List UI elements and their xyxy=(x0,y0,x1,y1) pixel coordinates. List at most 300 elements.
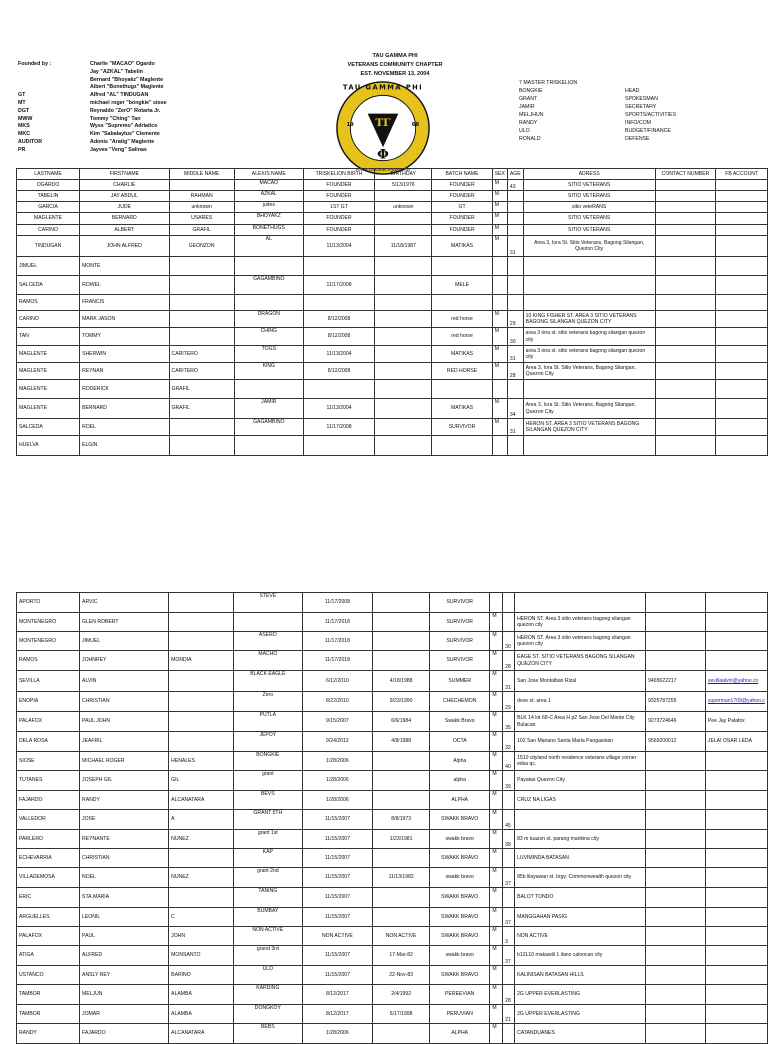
master-triskelion-list xyxy=(519,79,719,143)
cell-alexis: MACAO xyxy=(234,180,303,191)
founder-row xyxy=(18,131,228,139)
table-row xyxy=(17,888,768,908)
cell-alexis: MACHO xyxy=(233,651,302,671)
cell-batch: SWAKK BRAVO xyxy=(430,908,490,927)
cell-contact xyxy=(655,419,716,436)
cell-addr: NON ACTIVE xyxy=(515,927,646,946)
cell-first: JOHN ALFRED xyxy=(80,236,169,257)
cell-addr: SITIO VETERANS xyxy=(523,180,655,191)
cell-bday xyxy=(373,593,430,613)
cell-bday xyxy=(373,908,430,927)
founder-name: Kim "Sabalaytus" Clemente xyxy=(90,131,160,138)
table-row xyxy=(17,236,768,257)
founder-row xyxy=(18,147,228,155)
founder-row xyxy=(18,108,228,116)
cell-last: USTANCO xyxy=(17,966,80,985)
cell-birth: 9/15/2007 xyxy=(302,712,372,732)
cell-bday xyxy=(373,771,430,791)
cell-contact xyxy=(646,966,706,985)
cell-batch: SUMMER xyxy=(430,671,490,692)
cell-fb xyxy=(716,276,768,295)
cell-first: MONTE xyxy=(80,257,169,276)
cell-alexis: BONGKIE xyxy=(233,752,302,771)
cell-batch: Alpha xyxy=(430,752,490,771)
cell-contact xyxy=(646,593,706,613)
cell-alexis: TANING xyxy=(233,888,302,908)
cell-age xyxy=(503,849,515,868)
cell-bday xyxy=(375,191,432,202)
cell-age: 34 xyxy=(507,399,523,419)
cell-age xyxy=(503,1024,515,1044)
cell-addr: area 3 iora st. sitio veterans bagong silangan quezon city xyxy=(523,328,655,346)
cell-first: JOSEPH GIL xyxy=(80,771,169,791)
cell-alexis: BONETHUGS xyxy=(234,225,303,236)
cell-last: ENOPIA xyxy=(17,692,80,712)
founder-row xyxy=(18,116,228,124)
cell-sex xyxy=(492,257,507,276)
table-row xyxy=(17,1005,768,1024)
officer-position: SPOKESMAN xyxy=(625,96,658,102)
cell-birth: 11/15/2007 xyxy=(302,810,372,830)
cell-batch: SWAKK BRAVO xyxy=(430,927,490,946)
officer-row xyxy=(519,135,719,143)
cell-last: SEVILLA xyxy=(17,671,80,692)
cell-batch: FOUNDER xyxy=(432,225,492,236)
cell-fb xyxy=(716,380,768,399)
cell-middle xyxy=(169,732,234,752)
cell-first: ELGIN xyxy=(80,436,169,456)
table-row xyxy=(17,651,768,671)
cell-last: CARINO xyxy=(17,311,80,328)
cell-middle xyxy=(169,419,234,436)
cell-first: JAY ABDUL xyxy=(80,191,169,202)
cell-age: 3 xyxy=(503,927,515,946)
cell-middle: GRAFIL xyxy=(169,225,234,236)
officer-name: JAMIR xyxy=(519,104,535,110)
cell-last: CARINO xyxy=(17,225,80,236)
cell-batch: FOUNDER xyxy=(432,213,492,225)
cell-sex: M xyxy=(492,202,507,213)
column-header: MIDDLE NAME xyxy=(169,169,234,180)
cell-bday xyxy=(375,276,432,295)
cell-fb xyxy=(716,202,768,213)
cell-addr: Area 3, Iora St. Sitio Veterans, Bagong Silangan, Quezon City xyxy=(523,399,655,419)
cell-contact xyxy=(655,328,716,346)
cell-sex: M xyxy=(490,966,503,985)
cell-contact xyxy=(655,213,716,225)
cell-addr: Payatas Quezon City xyxy=(515,771,646,791)
cell-fb xyxy=(705,771,767,791)
cell-batch: ALPHA xyxy=(430,791,490,810)
cell-sex: M xyxy=(490,732,503,752)
column-header: AGE xyxy=(507,169,523,180)
officer-name: ULO xyxy=(519,128,530,134)
cell-age: 28 xyxy=(507,363,523,380)
cell-last: MAGLENTE xyxy=(17,399,80,419)
cell-addr: CRUZ NA LIGAS xyxy=(515,791,646,810)
cell-bday xyxy=(373,849,430,868)
cell-fb xyxy=(705,849,767,868)
cell-alexis: STEVE xyxy=(233,593,302,613)
cell-batch: PEREEVIAN xyxy=(430,985,490,1005)
cell-middle: MONDIA xyxy=(169,651,234,671)
cell-alexis: BLACK EAGLE xyxy=(233,671,302,692)
cell-fb xyxy=(705,868,767,888)
cell-sex: M xyxy=(490,1024,503,1044)
cell-birth: 11/15/2007 xyxy=(302,830,372,849)
cell-bday: 11/18/1987 xyxy=(375,236,432,257)
cell-age: 30 xyxy=(503,632,515,651)
cell-fb xyxy=(705,791,767,810)
cell-alexis: TOGS xyxy=(234,346,303,363)
cell-middle: ALAMBA xyxy=(169,1005,234,1024)
cell-bday xyxy=(375,419,432,436)
cell-middle: GIL xyxy=(169,771,234,791)
cell-age: 37 xyxy=(503,868,515,888)
cell-age xyxy=(507,276,523,295)
cell-birth: 11/17/2018 xyxy=(302,632,372,651)
cell-addr: dove st. area 1 xyxy=(515,692,646,712)
cell-middle: ALCANATARA xyxy=(169,1024,234,1044)
cell-alexis: KING xyxy=(234,363,303,380)
cell-bday xyxy=(375,436,432,456)
cell-birth: 11/13/2004 xyxy=(303,236,374,257)
cell-fb xyxy=(705,1005,767,1024)
cell-birth: 11/17/2008 xyxy=(302,593,372,613)
cell-fb xyxy=(716,295,768,311)
cell-first: ALFRED xyxy=(80,946,169,966)
table-row xyxy=(17,927,768,946)
founder-name: Wyss "Supremo" Adriatico xyxy=(90,123,158,130)
cell-last: TAMBOR xyxy=(17,1005,80,1024)
cell-bday: 6/17/1998 xyxy=(373,1005,430,1024)
cell-birth: 11/15/2007 xyxy=(302,908,372,927)
cell-middle: NUNEZ xyxy=(169,830,234,849)
cell-sex: M xyxy=(492,328,507,346)
table-row xyxy=(17,311,768,328)
cell-middle: USARES xyxy=(169,213,234,225)
cell-addr: 2G UPPER EVERLASTING xyxy=(515,1005,646,1024)
cell-first: ANSLY REY xyxy=(80,966,169,985)
cell-batch: SURVIVOR xyxy=(430,613,490,632)
cell-birth: 11/17/2008 xyxy=(303,276,374,295)
cell-bday: unknown xyxy=(375,202,432,213)
cell-first: ALBERT xyxy=(80,225,169,236)
cell-middle: ALCANATARA xyxy=(169,791,234,810)
table-row xyxy=(17,732,768,752)
cell-fb xyxy=(716,225,768,236)
table-row xyxy=(17,191,768,202)
fraternity-seal-logo xyxy=(335,80,431,176)
cell-fb xyxy=(705,613,767,632)
cell-alexis: CHING xyxy=(234,328,303,346)
cell-last: MAGLENTE xyxy=(17,213,80,225)
cell-contact xyxy=(646,946,706,966)
cell-addr: HERON ST. Area 3 sitio veterans bagong silangan quezon city xyxy=(515,613,646,632)
cell-age: 45 xyxy=(503,810,515,830)
cell-alexis: grand 3rd xyxy=(233,946,302,966)
cell-sex xyxy=(492,276,507,295)
cell-last: VALLEDOR xyxy=(17,810,80,830)
cell-addr: 1510 cityland north residence veterans village corner edsa qc. xyxy=(515,752,646,771)
cell-bday xyxy=(375,225,432,236)
cell-contact xyxy=(646,1024,706,1044)
cell-birth: NON ACTIVE xyxy=(302,927,372,946)
officer-row xyxy=(519,95,719,103)
table-row xyxy=(17,436,768,456)
cell-last: TUTANES xyxy=(17,771,80,791)
cell-middle xyxy=(169,692,234,712)
cell-fb[interactable]: superman1709@yahoo.c xyxy=(705,692,767,712)
founder-role xyxy=(18,84,90,92)
cell-sex: M xyxy=(492,419,507,436)
cell-first: JOHNREY xyxy=(80,651,169,671)
column-header: SEX xyxy=(492,169,507,180)
table-row xyxy=(17,908,768,927)
cell-middle xyxy=(169,295,234,311)
cell-bday xyxy=(375,295,432,311)
cell-first: MICHAEL ROGER xyxy=(80,752,169,771)
cell-last: PALAFOX xyxy=(17,927,80,946)
cell-last: HUELVA xyxy=(17,436,80,456)
cell-first: FRANCIS xyxy=(80,295,169,311)
cell-batch: SWAKK BRAVO xyxy=(430,888,490,908)
cell-batch: PERUVIAN xyxy=(430,1005,490,1024)
cell-bday xyxy=(375,311,432,328)
founder-role: MT xyxy=(18,99,26,106)
founder-row xyxy=(18,77,228,85)
cell-bday: 11/13/1982 xyxy=(373,868,430,888)
table-row xyxy=(17,1024,768,1044)
cell-age xyxy=(507,202,523,213)
cell-first: PAUL xyxy=(80,927,169,946)
cell-alexis: GRANT 5TH xyxy=(233,810,302,830)
table-row xyxy=(17,202,768,213)
cell-bday xyxy=(373,613,430,632)
cell-middle: GEONZON xyxy=(169,236,234,257)
cell-age: 31 xyxy=(507,419,523,436)
cell-sex: M xyxy=(490,985,503,1005)
cell-contact xyxy=(646,1005,706,1024)
cell-bday xyxy=(375,363,432,380)
cell-last: SIOSE xyxy=(17,752,80,771)
cell-batch: red horse xyxy=(432,311,492,328)
cell-bday xyxy=(373,888,430,908)
cell-last: ATIGA xyxy=(17,946,80,966)
cell-age: 21 xyxy=(503,1005,515,1024)
cell-fb xyxy=(705,1024,767,1044)
cell-sex: M xyxy=(490,671,503,692)
cell-sex: M xyxy=(490,791,503,810)
cell-fb[interactable]: sevillaalvin@yahoo.co xyxy=(705,671,767,692)
cell-addr: San Jose Montalban Rizal xyxy=(515,671,646,692)
svg-text:TAU GAMMA PHI: TAU GAMMA PHI xyxy=(342,83,424,92)
cell-contact xyxy=(646,868,706,888)
cell-addr: 85b lilayawan st. brgy. Commonwealth quezon city xyxy=(515,868,646,888)
cell-age: 31 xyxy=(503,671,515,692)
cell-addr: 102 San Mariano Santa Maria Pangasinan xyxy=(515,732,646,752)
cell-contact xyxy=(655,311,716,328)
cell-contact xyxy=(646,888,706,908)
founder-row xyxy=(18,123,228,131)
cell-middle xyxy=(169,328,234,346)
cell-addr xyxy=(523,380,655,399)
cell-birth xyxy=(303,436,374,456)
cell-last: RAMOS xyxy=(17,295,80,311)
cell-bday xyxy=(373,651,430,671)
cell-first: BERNARD xyxy=(80,213,169,225)
table-row xyxy=(17,946,768,966)
cell-first: SHERWIN xyxy=(80,346,169,363)
cell-age: 43 xyxy=(507,180,523,191)
officer-row xyxy=(519,87,719,95)
cell-last: VILLADEMOSA xyxy=(17,868,80,888)
cell-alexis xyxy=(234,257,303,276)
founder-name: Adonis "Aratig" Maglente xyxy=(90,138,155,145)
cell-fb xyxy=(705,888,767,908)
cell-last: MAGLENTE xyxy=(17,346,80,363)
cell-bday xyxy=(375,213,432,225)
founder-role xyxy=(18,77,90,85)
established-date: EST. NOVEMBER 13, 2004 xyxy=(360,71,430,77)
cell-contact xyxy=(655,180,716,191)
cell-batch xyxy=(432,295,492,311)
cell-sex: M xyxy=(490,868,503,888)
founder-role: MWW xyxy=(18,115,33,122)
column-header: BATCH NAME xyxy=(432,169,492,180)
founder-name: Bernard "Bhoyakz" Maglente xyxy=(90,76,164,83)
cell-batch: SURVIVOR xyxy=(430,593,490,613)
cell-fb xyxy=(716,436,768,456)
cell-alexis: BUMBAY xyxy=(233,908,302,927)
cell-sex: M xyxy=(490,613,503,632)
cell-fb xyxy=(716,419,768,436)
cell-middle xyxy=(169,436,234,456)
cell-batch: alpha xyxy=(430,771,490,791)
cell-sex xyxy=(492,380,507,399)
cell-age xyxy=(507,213,523,225)
table-row xyxy=(17,692,768,712)
cell-batch: ALPHA xyxy=(430,1024,490,1044)
officer-row xyxy=(519,103,719,111)
cell-batch: SURVIVOR xyxy=(432,419,492,436)
cell-addr: sitio veteRANS xyxy=(523,202,655,213)
cell-addr xyxy=(515,810,646,830)
cell-batch: RED HORSE xyxy=(432,363,492,380)
cell-contact xyxy=(655,380,716,399)
cell-age: 39 xyxy=(503,771,515,791)
table-row xyxy=(17,771,768,791)
cell-addr: 83 m tuazon st. parang marikina city xyxy=(515,830,646,849)
cell-birth xyxy=(303,257,374,276)
cell-contact xyxy=(655,346,716,363)
cell-contact: 9325787255 xyxy=(646,692,706,712)
cell-birth xyxy=(303,380,374,399)
cell-age: 29 xyxy=(507,311,523,328)
cell-alexis: grant 1st xyxy=(233,830,302,849)
officer-position: HEAD xyxy=(625,88,640,94)
cell-contact xyxy=(646,752,706,771)
cell-addr xyxy=(523,257,655,276)
table-row xyxy=(17,712,768,732)
cell-middle xyxy=(169,613,234,632)
cell-sex: M xyxy=(490,771,503,791)
cell-bday xyxy=(373,752,430,771)
cell-birth: 8/12/2017 xyxy=(302,985,372,1005)
cell-middle: A xyxy=(169,810,234,830)
cell-sex: M xyxy=(490,888,503,908)
cell-last: MAGLENTE xyxy=(17,380,80,399)
table-row xyxy=(17,868,768,888)
cell-first: ROWEL xyxy=(80,276,169,295)
cell-first: NOEL xyxy=(80,868,169,888)
cell-alexis: KARDING xyxy=(233,985,302,1005)
cell-addr: HERON ST. Area 3 sitio veterans bagong silangan quezon city xyxy=(515,632,646,651)
cell-bday: 22-Nov-83 xyxy=(373,966,430,985)
cell-last: ECHEVARRIA xyxy=(17,849,80,868)
column-header: FB ACCOUNT xyxy=(716,169,768,180)
cell-last: RANDY xyxy=(17,1024,80,1044)
cell-contact xyxy=(655,363,716,380)
cell-age xyxy=(507,436,523,456)
cell-first: ROEL xyxy=(80,419,169,436)
cell-birth: 11/17/2018 xyxy=(302,613,372,632)
cell-last: DELA ROSA xyxy=(17,732,80,752)
cell-bday: 6/6/1984 xyxy=(373,712,430,732)
column-header: TRISKELION BIRTH xyxy=(303,169,374,180)
cell-birth: 6/12/2010 xyxy=(302,671,372,692)
cell-last: SALCEDA xyxy=(17,419,80,436)
cell-birth: 1/28/2006 xyxy=(302,1024,372,1044)
cell-last: PARLERO xyxy=(17,830,80,849)
column-header: LASTNAME xyxy=(17,169,80,180)
cell-first: JOSE xyxy=(80,810,169,830)
cell-batch: red horse xyxy=(432,328,492,346)
cell-sex: M xyxy=(492,346,507,363)
cell-alexis xyxy=(234,380,303,399)
founder-name: michael roger "bongkie" siose xyxy=(90,99,167,106)
org-name: TAU GAMMA PHI xyxy=(372,53,418,59)
cell-age: 32 xyxy=(503,732,515,752)
cell-middle: NUNEZ xyxy=(169,868,234,888)
founder-role: DGT xyxy=(18,107,30,114)
cell-addr: SITIO VETERANS xyxy=(523,191,655,202)
cell-first: ARVIC xyxy=(80,593,169,613)
cell-sex xyxy=(490,593,503,613)
officer-row xyxy=(519,111,719,119)
cell-addr: LUVIMINDA BATASAN xyxy=(515,849,646,868)
cell-birth: 1/28/2006 xyxy=(302,752,372,771)
cell-alexis: DRAGON xyxy=(234,311,303,328)
cell-age: 40 xyxy=(503,752,515,771)
cell-alexis xyxy=(233,613,302,632)
cell-alexis: Zero xyxy=(233,692,302,712)
founder-name: Jay "AZKAL" Tabelin xyxy=(90,68,143,75)
founder-role: Founded by : xyxy=(18,61,52,67)
cell-bday: 4/18/1988 xyxy=(373,671,430,692)
cell-birth: 8/12/2008 xyxy=(303,311,374,328)
chapter-name: VETERANS COMMUNITY CHAPTER xyxy=(347,62,443,68)
cell-alexis: JEPOY xyxy=(233,732,302,752)
cell-first: JUDE xyxy=(80,202,169,213)
cell-birth: 1/28/2006 xyxy=(302,771,372,791)
cell-middle: ALAMBA xyxy=(169,985,234,1005)
table-row xyxy=(17,830,768,849)
cell-last: GARCIA xyxy=(17,202,80,213)
cell-contact xyxy=(646,830,706,849)
cell-alexis: AL xyxy=(234,236,303,257)
cell-batch: swakk bravo xyxy=(430,946,490,966)
